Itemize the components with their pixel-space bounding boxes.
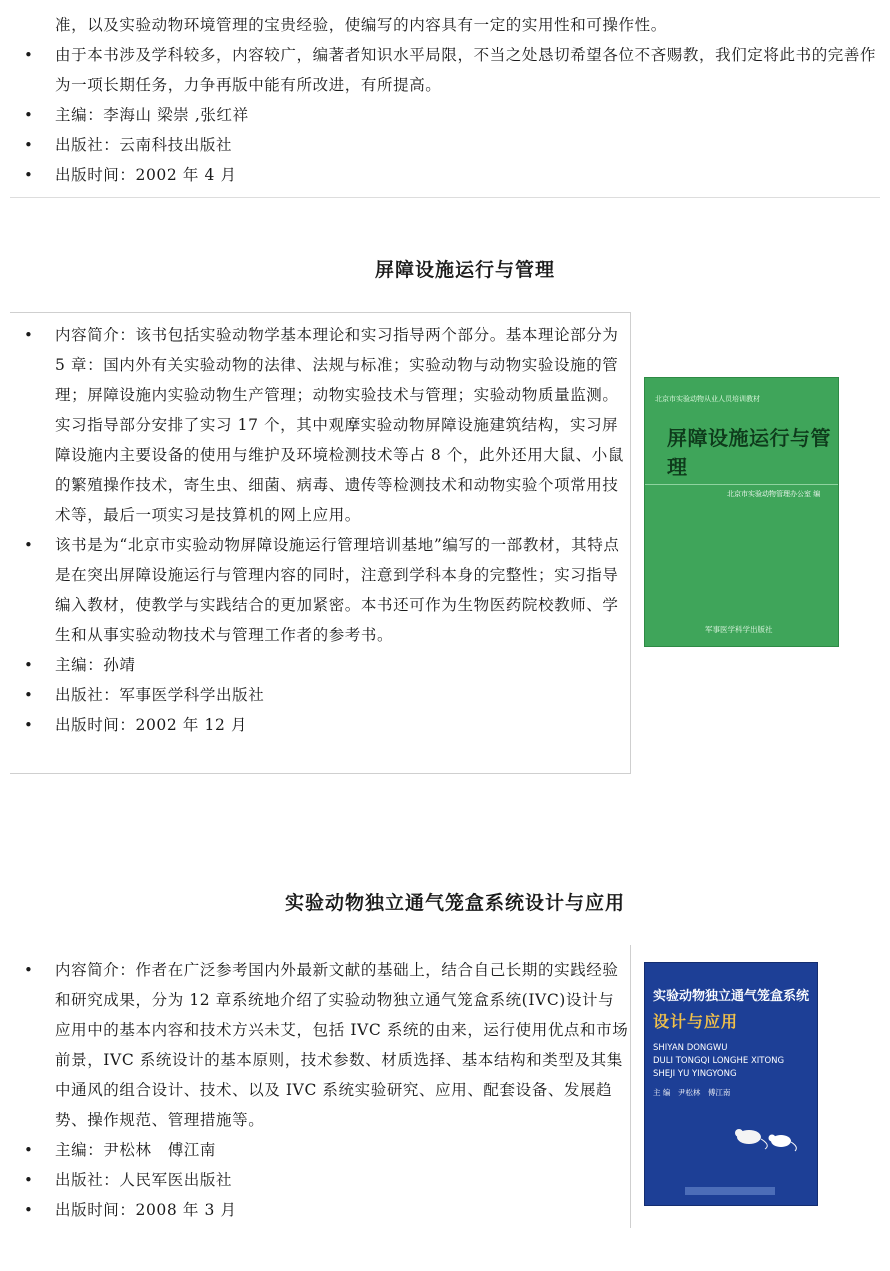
section-title: 实验动物独立通气笼盒系统设计与应用 xyxy=(284,892,625,914)
book1-list xyxy=(10,313,630,740)
bullet: • xyxy=(24,536,34,554)
list-item: • 出版时间：2002 年 4 月 xyxy=(10,160,880,190)
list-item: • 该书是为“北京市实验动物屏障设施运行管理培训基地”编写的一部教材，其特点是在突出屏障设施运行与管理内容的同时，注意到学科本身的完整性；实习指导编入教材，使教学与实践结合的更加紧密。本书还可作为生物医药院校教师、学生和从事实验动物技术与管理工作者的参考书。 xyxy=(10,530,630,650)
list-item: • 出版社：军事医学科学出版社 xyxy=(10,680,630,710)
list-item: • 内容简介：该书包括实验动物学基本理论和实习指导两个部分。基本理论部分为 5 章：国内外有关实验动物的法律、法规与标准；实验动物与动物实验设施的管理；屏障设施内实验动物生产管理；动物实验技术与管理；实验动物质量监测。实习指导部分安排了实习 17 个，其中观摩实验动物屏障设施建筑结构，实习屏障设施内主要设备的使用与维护及环境检测技术等占 8 个，此外还用大鼠、小鼠的繁殖操作技术，寄生虫、细菌、病毒、遗传等检测技术和动物实验个项常用技术等，最后一项实习是技算机的网上应用。 xyxy=(10,320,630,530)
book-cover-image xyxy=(644,377,839,647)
book2-list xyxy=(10,945,630,1225)
bullet: • xyxy=(24,136,34,154)
book1-description-box xyxy=(10,312,631,774)
list-item: • 出版社：人民军医出版社 xyxy=(10,1165,630,1195)
cover-series: 北京市实验动物从业人员培训教材 xyxy=(655,395,760,403)
bullet: • xyxy=(24,106,34,124)
cover-pinyin: SHEJI YU YINGYONG xyxy=(653,1069,737,1079)
bullet: • xyxy=(24,46,34,64)
cover-pinyin: SHIYAN DONGWU xyxy=(653,1043,728,1053)
bullet: • xyxy=(24,961,34,979)
cover-publisher: 军事医学科学出版社 xyxy=(705,625,773,634)
book2-description-box xyxy=(10,945,631,1228)
list-item: • 由于本书涉及学科较多，内容较广，编著者知识水平局限，不当之处恳切希望各位不吝赐教，我们定将此书的完善作为一项长期任务，力争再版中能有所改进，有所提高。 xyxy=(10,40,880,100)
section-title: 屏障设施运行与管理 xyxy=(374,259,555,281)
book0-list xyxy=(10,40,880,190)
cover-title: 屏障设施运行与管理 xyxy=(667,426,831,479)
list-item: • 出版时间：2002 年 12 月 xyxy=(10,710,630,740)
list-item: • 出版时间：2008 年 3 月 xyxy=(10,1195,630,1225)
bullet: • xyxy=(24,686,34,704)
bullet: • xyxy=(24,716,34,734)
cover-editors: 主 编 尹松林 傅江南 xyxy=(653,1088,731,1097)
divider xyxy=(10,197,880,198)
cover-pinyin: DULI TONGQI LONGHE XITONG xyxy=(653,1056,785,1066)
cover-title: 实验动物独立通气笼盒系统 xyxy=(653,989,810,1004)
list-item: • 主编：尹松林 傅江南 xyxy=(10,1135,630,1165)
cover-editor: 北京市实验动物管理办公室 编 xyxy=(727,490,821,498)
list-item: • 出版社：云南科技出版社 xyxy=(10,130,880,160)
bullet: • xyxy=(24,1201,34,1219)
continued-text: 准，以及实验动物环境管理的宝贵经验，使编写的内容具有一定的实用性和可操作性。 xyxy=(55,16,667,34)
bullet: • xyxy=(24,1171,34,1189)
book-section-continued xyxy=(10,10,880,190)
book-cover-image xyxy=(644,962,818,1206)
cover-subtitle: 设计与应用 xyxy=(653,1012,739,1031)
list-item: • 内容简介：作者在广泛参考国内外最新文献的基础上，结合自己长期的实践经验和研究成果，分为 12 章系统地介绍了实验动物独立通气笼盒系统(IVC)设计与应用中的基本内容和技术方兴未艾，包括 IVC 系统的由来，运行使用优点和市场前景，IVC 系统设计的基本原则，技术参数、材质选择、基本结构和类型及其集中通风的组合设计、技术、以及 IVC 系统实验研究、应用、配套设备、发展趋势、操作规范、管理措施等。 xyxy=(10,955,630,1135)
cover-publisher-logo xyxy=(685,1187,775,1195)
mouse-icon xyxy=(727,1117,807,1153)
bullet: • xyxy=(24,1141,34,1159)
bullet: • xyxy=(24,656,34,674)
cover-rule xyxy=(645,484,839,485)
list-item: • 主编：李海山 梁崇 ,张红祥 xyxy=(10,100,880,130)
list-item: • 主编：孙靖 xyxy=(10,650,630,680)
bullet: • xyxy=(24,326,34,344)
bullet: • xyxy=(24,166,34,184)
